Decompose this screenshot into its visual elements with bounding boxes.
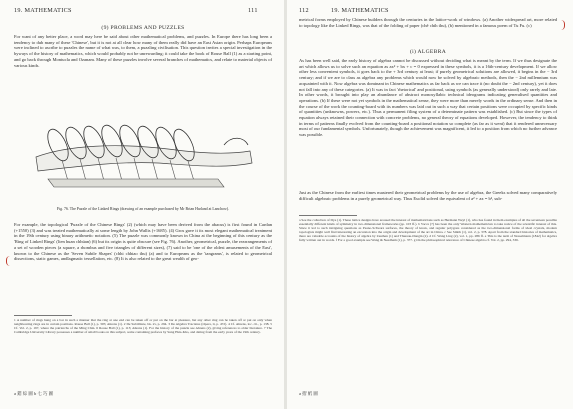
body-paragraph-lattice: metrical forms employed by Chinese builders through the centuries in the lattice-work of windows. (a) Another widespread art, more related to topology like the Linked Rings, was that of the folding of paper (chê chih thu), (b) mentioned in a famous poem of Tu Fu. (c) xyxy=(299,17,557,28)
body-paragraph-chinese-rings: For example, the topological 'Puzzle of the Chinese Rings' (2) (which may have been derived from the abacus) is first found in Cardan (+1550) (3) and was treated mathematically at some length by John Wallis (+1685). (4) Gros gave it its most elegant mathematical treatment in the 19th century using binary arithmetic notation. (5) The puzzle was commonly known in China at the beginning of this century as the 'Ring of Linked Rings' (lien huan chhüan) (6) but its origin is quite obscure (see Fig. 76). Another, geometrical, puzzle, the rearrangements of a set of wooden pieces (a square, a rhombus and five triangles of different sizes), (7) said to be 'one of the oldest amusements of the East', known to the Chinese as the 'Seven Subtle Shapes' (chhi chhiao thu) (a) and to Europeans as the 'tangrams', is related to geometrical dissections, static games, andlagmatic tessellation, etc. (8) It is also related to the great wealth of geo- xyxy=(14,222,272,262)
body-paragraph-intro: For want of any better place, a word may here be said about other mathematical problems, and puzzles. In Europe there has long been a tendency to dub many of these 'Chinese', but it is not at all clear how many of them really did have an East Asian origin. Perhaps Europeans were inclined to ascribe to puzzles the name of what was, to them, a puzzling civilisation. This question invites a special investigation in the byways of the history of mathematics, which would probably not be unrewarding; it could take the book of Rouse Ball (1) as a starting point, and go back through Montucla and Ozanam. Many of these puzzles involve several branches of mathematics, and relate to material objects of various kinds. xyxy=(14,34,272,68)
running-header-section: 19. MATHEMATICS xyxy=(331,7,389,14)
section-title: (9) PROBLEMS AND PUZZLES xyxy=(101,25,185,31)
left-page xyxy=(0,0,284,409)
linked-rings-illustration xyxy=(28,115,258,205)
chinese-character-footer: a 摺 紙 圖 xyxy=(299,391,318,396)
body-paragraph-algebra-continued: Just as the Chinese from the earliest times mastered their geometrical problems by the use of algebra, the Greeks solved many comparatively difficult algebraic problems in a purely geometrical way. Thus Euclid solved the equivalent of a² + ax = b², sub- xyxy=(299,190,557,201)
section-title: (i) ALGEBRA xyxy=(409,49,447,55)
margin-annotation-marker xyxy=(561,20,565,30)
page-number: 112 xyxy=(299,7,309,14)
footnotes: a See the collection of Dye (1). These lattice designs have aroused the interest of mathematicians such as Hermann Weyl (1), who has found in them examples of all the seventeen possible essentially different kinds of symmetry in two-dimensional frameworks (pp. 103 ff.). b Vacca (7) has been the only Western mathematician to take notice of the scientific interest of this. Since it led to such intriguing questions as Peano-Schwarz surfaces, the theory of knots, and regular polygons considered as the two-dimensional forms of ideal crystals, modern topologists might well find interesting an excursion into the origin and development of the art in China. c See Smith (1), vol. 2, p. 378. Apart from the standard histories of mathematics, there are valuable accounts of the history of algebra by Zeuthen (1) and Thureau-Dangin (2). d Cf. Wang Ling (2), vol. 1, pp. 286 ff. e This is the term of Nesselmann (1842) for algebra fully written out in words. f For a good example see Wang & Needham (1), p. 377. g On the philosophical relevance of Chinese algebra cf. Vol. 2, pp. 294, 336. xyxy=(299,218,557,243)
footnote-rule xyxy=(14,315,72,316)
figure-linked-rings xyxy=(28,115,258,205)
footnote-rule xyxy=(299,215,357,216)
right-page xyxy=(287,0,573,409)
page-number: 111 xyxy=(248,7,258,14)
body-paragraph-algebra: As has been well said, the early history of algebra cannot be discussed without deciding what is meant by the term. If we thus designate the art which allows us to solve such an equation as ax² + bx + c = 0 expressed in these symbols, it is a 16th-century development. If we allow other less convenient symbols, it goes back to the + 3rd century at least; if purely geometrical solutions are allowed, it begins in the − 3rd century; and if we are to class as algebra any problems which would now be solved by algebraic methods, then the − 2nd millennium was acquainted with it. Now algebra was dominant in Chinese mathematics as far back as we can trace it (no doubt the − 2nd century), yet it does not fall into any of these categories. (a) It was in fact 'rhetorical' and positional, using symbols (as generally understood) only rarely and late. In other words, it brought into play an abundance of abstract monosyllabic technical ideograms indicating generalised quantities and operations. (b) If these were not yet symbols in the mathematical sense, they were more than merely words in the ordinary sense. And then in the course of the work the counting-board with its numbers was laid out in such a way that certain positions were occupied by specific kinds of quantities (unknowns, powers, etc.). Thus a permanent filing system of a determinate pattern was established. (c) But since the types of equation always retained their connection with concrete problems, no general theory of equations developed. However, the tendency to think in terms of patterns finally evolved from the counting-board a positional notation so complete (as far as it went) that it rendered unnecessary most of our fundamental symbols. Unfortunately, though the achievement was magnificent, it led to a position from which no further advance was possible. xyxy=(299,58,557,138)
figure-caption: Fig. 76. The Puzzle of the Linked Rings (drawing of an example purchased by Mr Brian Harland at Lanchow). xyxy=(56,207,230,211)
chinese-character-footer: a 錯 綜 圖 b 七 巧 圖 xyxy=(14,391,54,396)
running-header-section: 19. MATHEMATICS xyxy=(14,7,72,14)
margin-annotation-marker xyxy=(6,256,10,266)
footnotes: 1 A number of rings hung on a bar in such a manner that the ring at one end can be taken off or put on the bar at pleasure, but any other ring can be taken off or put on only when neighbouring rings are in certain positions. Rouse Ball (1), p. 305; Ahrens (1). 2 De Subtilitate, bk. xv, p. 294. 3 De Algebra Tractatus (Opera, ii, p. 472). 4 Cf. Ahrens, loc. cit., p. 138. 5 Cf. Vol. 2, p. 197, where the patriarchs of the Ming Chin. 6 Rouse Ball (1), p. 113; Ahrens (1). For the history of the puzzle see Ahrens (2), giving references to older literature. 7 The Cambridge University Library possesses a number of small books on this subject, some containing prefaces by Sung Hsia-Kho, and dating from the early years of the 19th century. xyxy=(14,318,272,335)
